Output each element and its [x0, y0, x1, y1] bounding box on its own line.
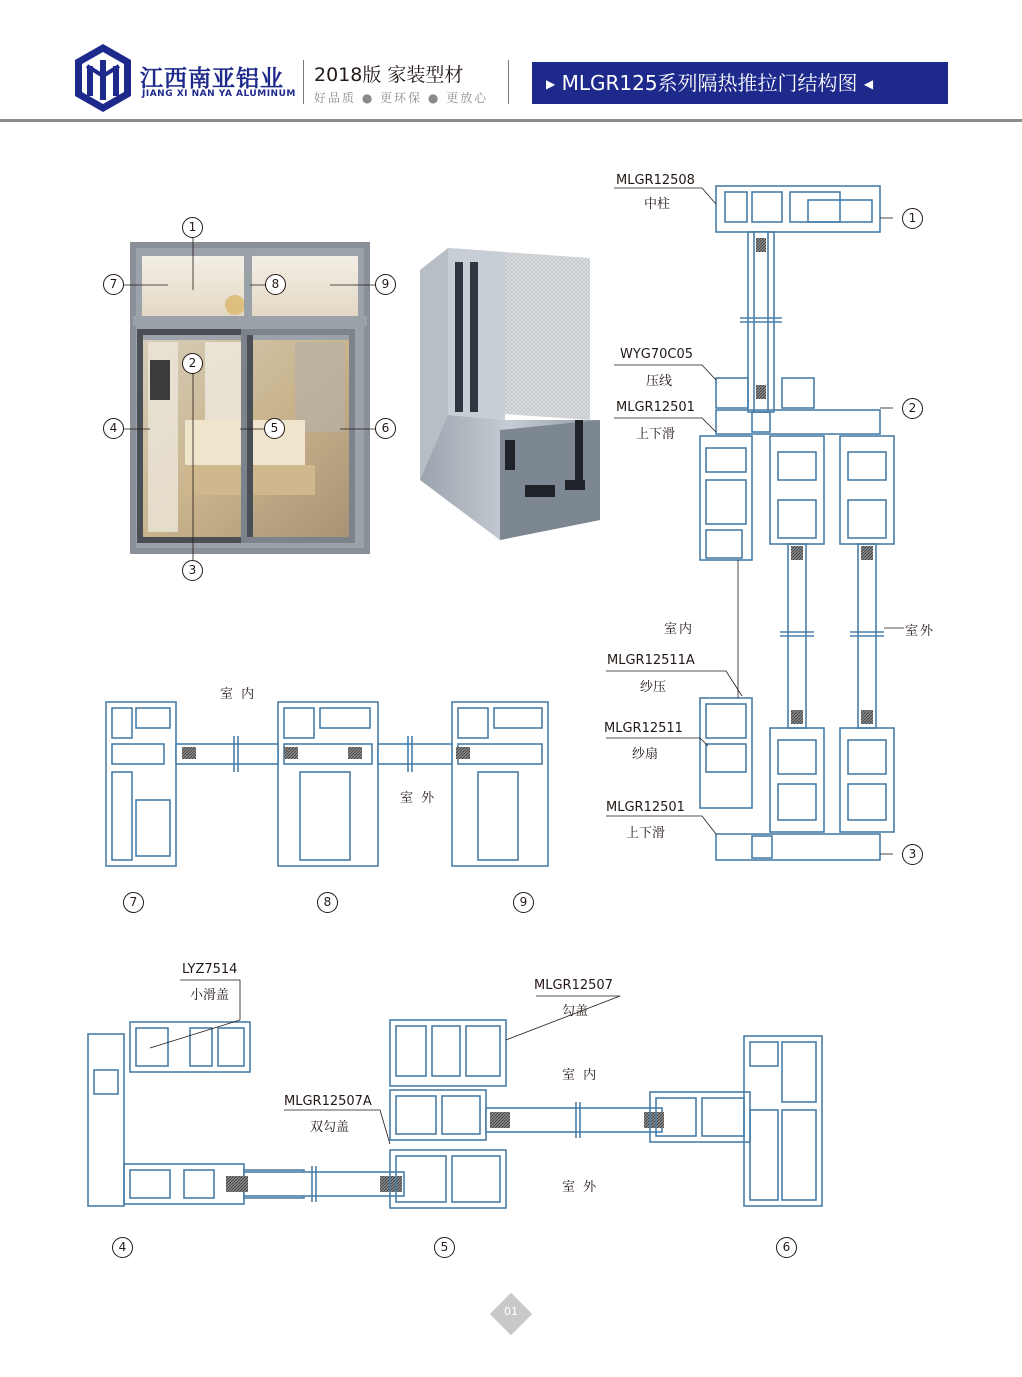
section-marker-2: 2	[902, 398, 923, 419]
nanya-logo-icon	[75, 44, 131, 112]
part-name: 纱压	[640, 680, 667, 695]
part-name: 勾盖	[562, 1004, 589, 1019]
section-marker-5: 5	[434, 1237, 455, 1258]
photo-marker-5: 5	[264, 418, 285, 439]
section-marker-8: 8	[317, 892, 338, 913]
part-code: MLGR12508	[616, 173, 695, 188]
brand-name-cn: 江西南亚铝业	[140, 66, 284, 92]
indoor-label: 室 内	[562, 1068, 599, 1083]
section-marker-7: 7	[123, 892, 144, 913]
part-code: MLGR12507	[534, 978, 613, 993]
section-marker-1: 1	[902, 208, 923, 229]
photo-marker-7: 7	[103, 274, 124, 295]
part-code: MLGR12501	[606, 800, 685, 815]
indoor-label: 室 内	[220, 687, 257, 702]
outdoor-label: 室 外	[562, 1180, 599, 1195]
vertical-section-drawing	[700, 186, 894, 860]
triangle-left-icon: ◀	[863, 77, 874, 91]
page-number: 01	[504, 1305, 518, 1318]
brand-name-en: JIANG XI NAN YA ALUMINUM	[142, 89, 296, 99]
sash-section-drawing	[88, 1020, 822, 1208]
photo-marker-1: 1	[182, 217, 203, 238]
outdoor-label: 室外	[905, 624, 936, 639]
section-marker-9: 9	[513, 892, 534, 913]
part-code: MLGR12507A	[284, 1094, 372, 1109]
header-divider	[508, 60, 509, 104]
slogan-label: 好品质 ● 更环保 ● 更放心	[314, 91, 489, 105]
section-marker-4: 4	[112, 1237, 133, 1258]
door-photo	[133, 245, 367, 551]
part-name: 小滑盖	[190, 988, 230, 1003]
photo-marker-2: 2	[182, 353, 203, 374]
part-code: WYG70C05	[620, 347, 694, 362]
photo-marker-4: 4	[103, 418, 124, 439]
transom-section-drawing	[106, 702, 548, 866]
header-divider	[303, 60, 304, 104]
part-code: MLGR12501	[616, 400, 695, 415]
edition-label: 2018版 家装型材	[314, 64, 464, 86]
triangle-right-icon: ▶	[546, 77, 556, 91]
part-name: 纱扇	[632, 747, 659, 762]
photo-marker-3: 3	[182, 560, 203, 581]
part-code: MLGR12511A	[607, 653, 695, 668]
photo-marker-9: 9	[375, 274, 396, 295]
indoor-label: 室内	[664, 622, 695, 637]
profile-3d-render	[420, 248, 600, 540]
part-name: 压线	[646, 374, 673, 389]
section-marker-3: 3	[902, 844, 923, 865]
part-code: MLGR12511	[604, 721, 683, 736]
page-title	[532, 62, 948, 104]
header-rule	[0, 119, 1022, 122]
part-name: 中柱	[644, 197, 671, 212]
part-name: 上下滑	[626, 826, 666, 841]
part-name: 上下滑	[636, 427, 676, 442]
part-code: LYZ7514	[182, 962, 238, 977]
page-title-text: MLGR125系列隔热推拉门结构图	[561, 71, 858, 95]
photo-marker-6: 6	[375, 418, 396, 439]
part-name: 双勾盖	[310, 1120, 350, 1135]
section-marker-6: 6	[776, 1237, 797, 1258]
outdoor-label: 室 外	[400, 791, 437, 806]
photo-marker-8: 8	[265, 274, 286, 295]
